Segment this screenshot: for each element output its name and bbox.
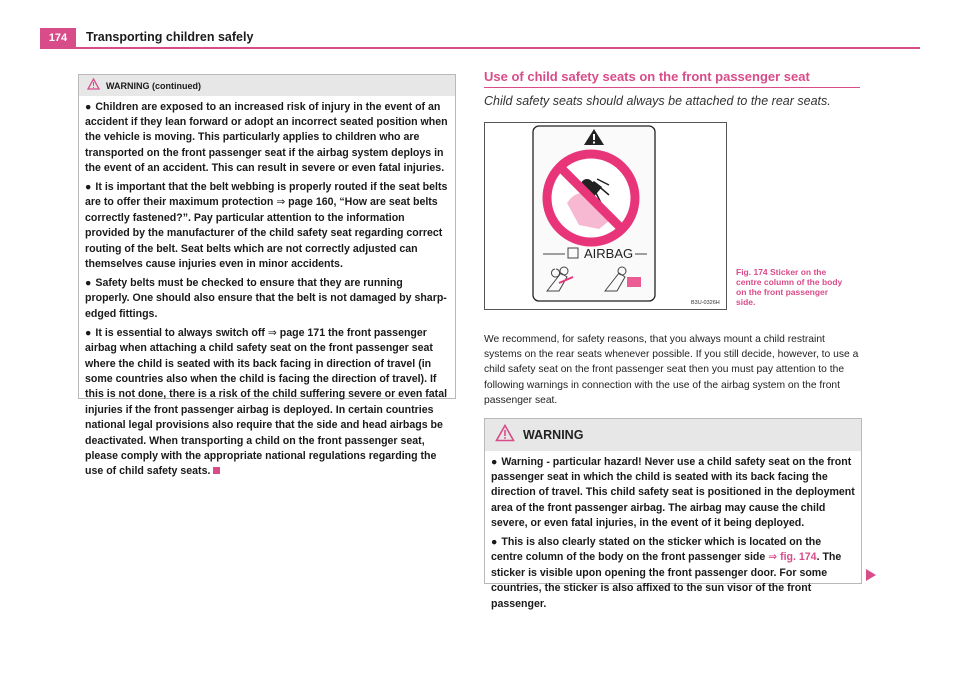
sticker-text: AIRBAG [584,246,634,261]
warning-header [485,419,861,451]
airbag-sticker-illustration [485,123,726,309]
warning-bullet: ● Children are exposed to an increased risk of injury in the event of an accident if they lean forward or adopt an incorrect seated position when the vehicle is moving. This particularly applies to children who are transported on the front passenger seat if the airbag system deploys in the event of an accident. This can result in severe or even fatal injuries. [85,100,448,175]
section-subtitle: Child safety seats should always be attached to the rear seats. [484,94,831,108]
warning-bullet: ● Safety belts must be checked to ensure that they are running properly. One should also ensure that the belt is not damaged by sharp-edged fittings. [85,276,447,320]
warning-bullet: ● It is essential to always switch off ⇒ page 171 the front passenger airbag when attaching a child safety seat on the front passenger seat where the child is seated with its back facing in direction of travel (in some countries also when the child is facing the direction of travel). If this is not done, there is a risk of the child suffering severe or even fatal injuries if the front passenger airbag is deployed. In certain countries national legal provisions also require that the side and head airbags be deactivated. When transporting a child on the front passenger seat, please comply with the appropriate national regulations regarding the use of child safety seats. [85,326,448,478]
body-paragraph: We recommend, for safety reasons, that you always mount a child restraint systems on the rear seats whenever possible. If you still decide, however, to use a child safety seat on the front passenger seat then you must pay attention to the following warnings in connection with the use of the airbag system on the front passenger seat. [484,334,859,406]
warning-box-continued [78,74,456,478]
figure-code: B3U-0326H [691,300,720,306]
figure-caption: Fig. 174 Sticker on the centre column of the body on the front passenger side. [736,267,843,307]
warning-label: WARNING (continued) [106,80,201,91]
warning-header [79,75,455,96]
airbag-sticker-figure [484,122,727,310]
cross-reference-arrow: ⇒ [276,196,286,209]
warning-body [485,455,861,617]
warning-body [79,100,455,484]
warning-label: WARNING [523,428,584,442]
warning-bullet: ● This is also clearly stated on the sticker which is located on the centre column of the body on the front passenger side ⇒ fig. 174. The sticker is visible upon opening the front passenger door. For some countries, the sticker is also affixed to the sun visor of the front passenger. [491,536,842,610]
continue-arrow-icon [865,568,877,586]
warning-box [484,418,862,610]
page-number: 174 [40,28,76,48]
figure-reference-link[interactable]: ⇒ fig. 174 [768,551,817,564]
warning-bullet: ● It is important that the belt webbing is properly routed if the seat belts are to offer their maximum protection ⇒ page 160, “How are seat belts correctly fastened?”. Pay particular attention to the information provided by the manufacturer of the child safety seat regarding correct routing of the belt. Seat belts which are not correctly adjusted can themselves cause injuries even in minor accidents. [85,181,448,271]
warning-triangle-icon [495,424,515,447]
section-title: Use of child safety seats on the front passenger seat [484,69,860,88]
section-end-marker [213,467,220,474]
warning-bullet: ● Warning - particular hazard! Never use a child safety seat on the front passenger seat in which the child is seated with its back facing the direction of travel. This child safety seat is positioned in the deployment area of the front passenger airbag. The airbag may cause the child severe, or even fatal injuries, in the event of it being deployed. [491,455,855,530]
page-header [40,28,920,48]
warning-triangle-icon [87,77,100,95]
cross-reference-arrow: ⇒ [267,326,277,339]
header-rule [40,47,920,49]
chapter-title: Transporting children safely [86,30,254,44]
